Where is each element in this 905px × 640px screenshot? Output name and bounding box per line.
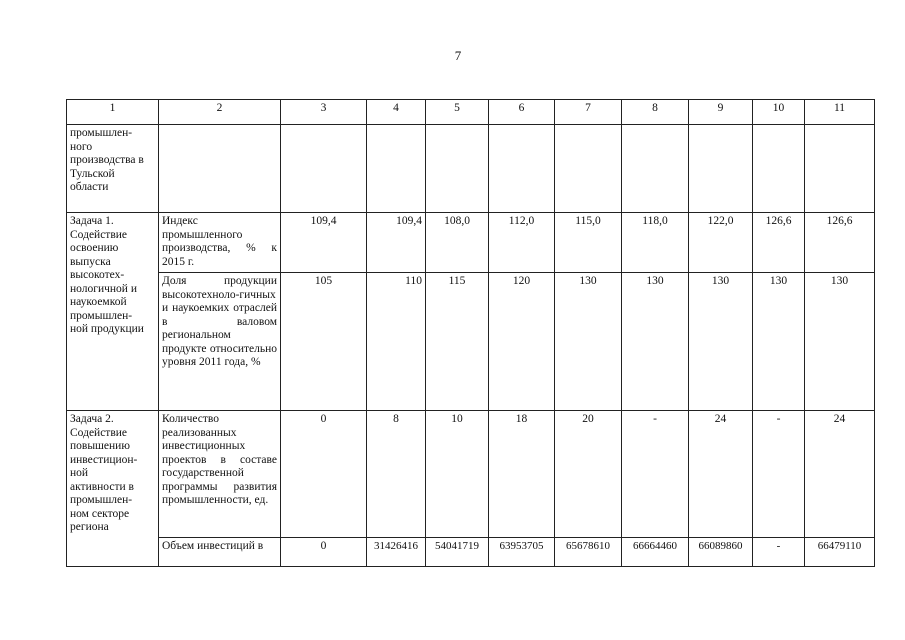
- column-header: 4: [367, 100, 426, 125]
- table-cell: 10: [426, 411, 489, 538]
- table-cell: 122,0: [689, 213, 753, 273]
- table-cell: 109,4: [367, 213, 426, 273]
- column-header: 6: [489, 100, 555, 125]
- table-cell: 112,0: [489, 213, 555, 273]
- column-header: 2: [159, 100, 281, 125]
- table-cell: 115,0: [555, 213, 622, 273]
- task-label: Задача 2. Содействие повышению инвестицион- ной активности в промышлен- ном секторе региона: [67, 411, 159, 567]
- column-header: 11: [805, 100, 875, 125]
- header-row: [67, 100, 875, 125]
- table-row: [67, 538, 875, 567]
- column-header: 9: [689, 100, 753, 125]
- table-cell: 120: [489, 273, 555, 411]
- table-cell: 126,6: [753, 213, 805, 273]
- column-header: 1: [67, 100, 159, 125]
- table-cell: 20: [555, 411, 622, 538]
- table-cell: 130: [622, 273, 689, 411]
- table-cell: -: [753, 411, 805, 538]
- table-row: [67, 273, 875, 411]
- table-row: [67, 213, 875, 273]
- table-cell: 0: [281, 538, 367, 567]
- indicator-name: Доля продукции высокотехноло-гичных и наукоемких отраслей в валовом региональном продукте относительно уровня 2011 года, %: [159, 273, 281, 411]
- continuation-label: промышлен- ного производства в Тульской области: [67, 125, 159, 213]
- table-cell: 130: [689, 273, 753, 411]
- indicator-name: Индекс промышленного производства, % к 2015 г.: [159, 213, 281, 273]
- table-cell: 110: [367, 273, 426, 411]
- column-header: 3: [281, 100, 367, 125]
- column-header: 8: [622, 100, 689, 125]
- table-cell: 63953705: [489, 538, 555, 567]
- table-cell: 130: [805, 273, 875, 411]
- table-cell: 54041719: [426, 538, 489, 567]
- column-header: 7: [555, 100, 622, 125]
- indicator-name: Объем инвестиций в: [159, 538, 281, 567]
- table-row: [67, 125, 875, 213]
- table-cell: 65678610: [555, 538, 622, 567]
- table-cell: 118,0: [622, 213, 689, 273]
- task-label: Задача 1. Содействие освоению выпуска высокотех- нологичной и наукоемкой промышлен- ной продукции: [67, 213, 159, 411]
- table-cell: 66479110: [805, 538, 875, 567]
- table-cell: 130: [555, 273, 622, 411]
- table-cell: 8: [367, 411, 426, 538]
- table-row: [67, 411, 875, 538]
- indicator-name: Количество реализованных инвестиционных проектов в составе государственной программы развития промышленности, ед.: [159, 411, 281, 538]
- table-cell: 130: [753, 273, 805, 411]
- table-cell: 109,4: [281, 213, 367, 273]
- table-cell: 126,6: [805, 213, 875, 273]
- column-header: 10: [753, 100, 805, 125]
- table-cell: 24: [689, 411, 753, 538]
- table-cell: 18: [489, 411, 555, 538]
- table-cell: -: [753, 538, 805, 567]
- table-cell: 108,0: [426, 213, 489, 273]
- table-cell: 66089860: [689, 538, 753, 567]
- table-cell: 66664460: [622, 538, 689, 567]
- column-header: 5: [426, 100, 489, 125]
- table-cell: 105: [281, 273, 367, 411]
- table-cell: -: [622, 411, 689, 538]
- table-cell: 31426416: [367, 538, 426, 567]
- table-cell: 24: [805, 411, 875, 538]
- indicators-table: [66, 99, 875, 567]
- table-cell: 0: [281, 411, 367, 538]
- page-number: 7: [454, 48, 462, 63]
- table-cell: 115: [426, 273, 489, 411]
